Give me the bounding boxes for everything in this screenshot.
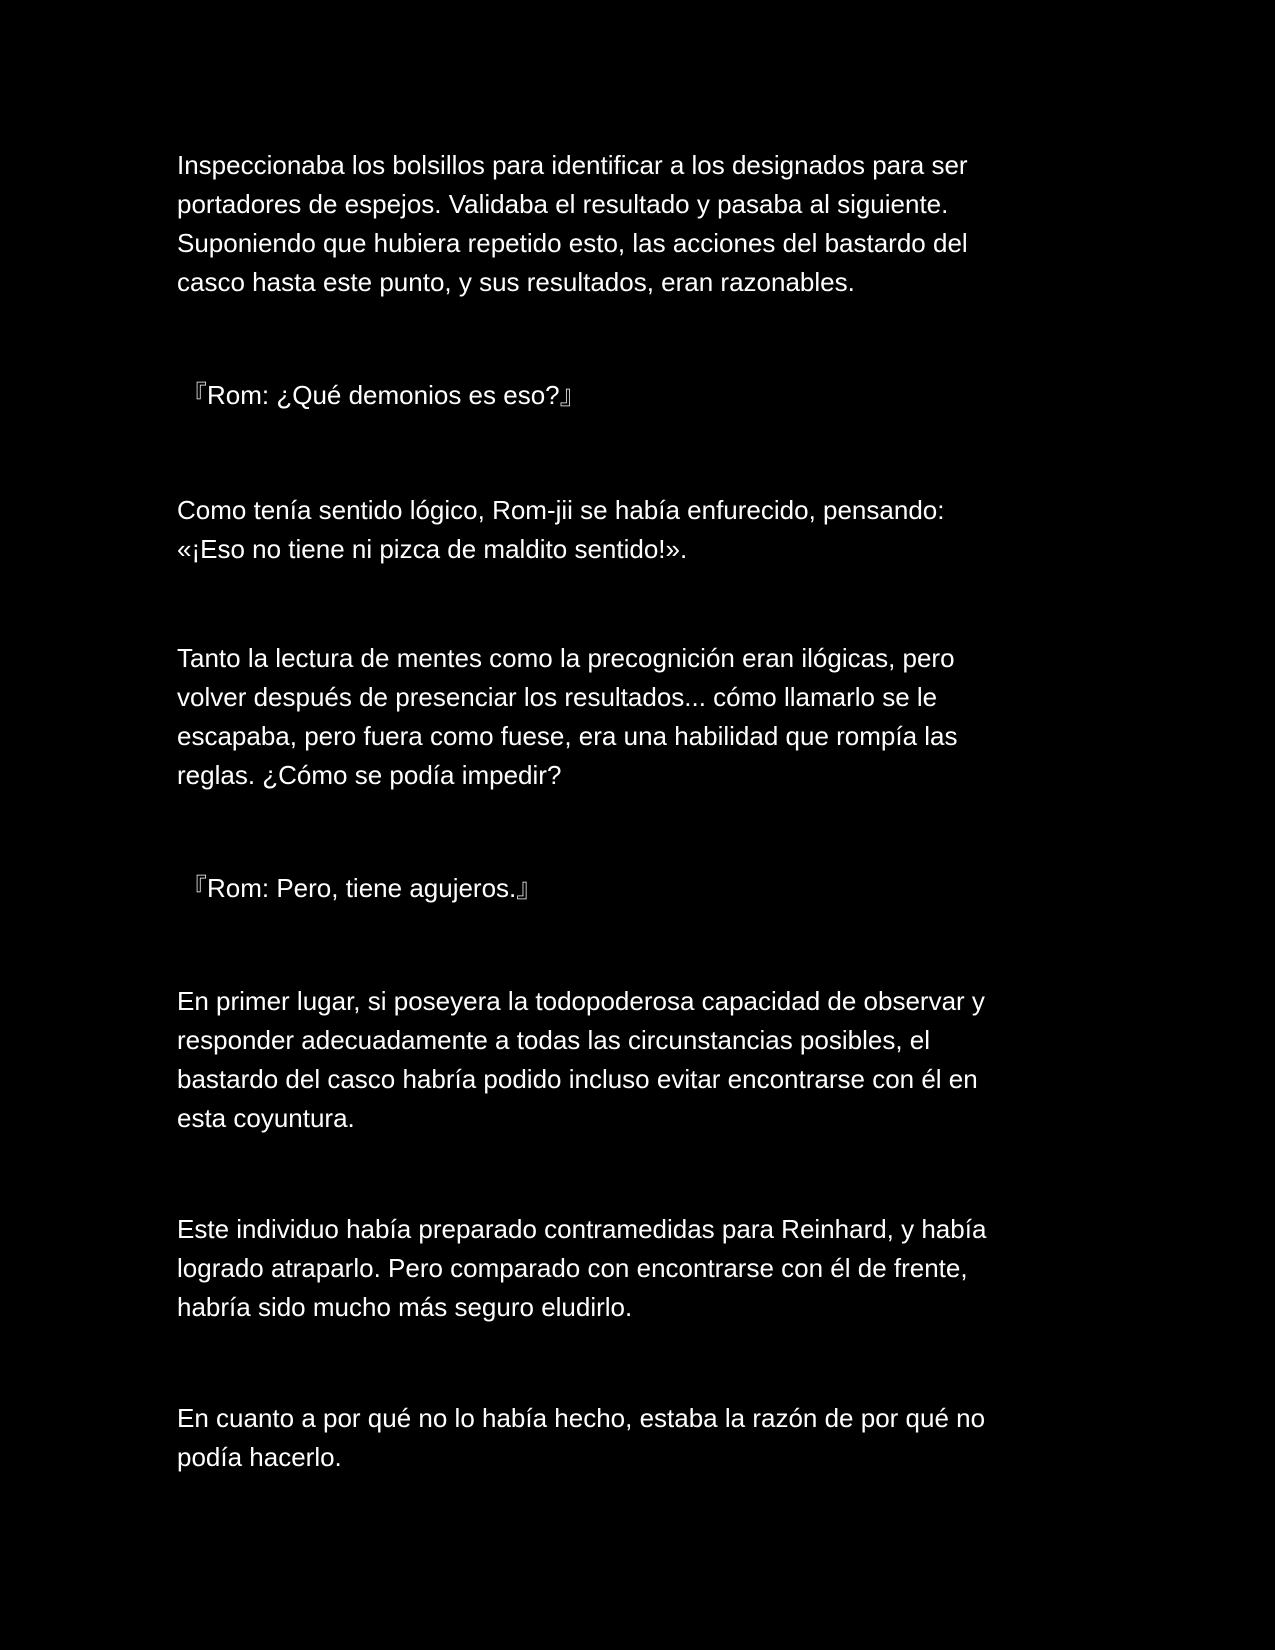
paragraph-line: Como tenía sentido lógico, Rom-jii se había enfurecido, pensando: <box>177 495 945 525</box>
paragraph-4 <box>177 982 1117 1138</box>
paragraph-line: Inspeccionaba los bolsillos para identificar a los designados para ser <box>177 150 968 180</box>
paragraph-line: En cuanto a por qué no lo había hecho, estaba la razón de por qué no <box>177 1403 986 1433</box>
paragraph-line: logrado atraparlo. Pero comparado con encontrarse con él de frente, <box>177 1253 968 1283</box>
paragraph-line: reglas. ¿Cómo se podía impedir? <box>177 760 562 790</box>
paragraph-line: Este individuo había preparado contramedidas para Reinhard, y había <box>177 1214 987 1244</box>
paragraph-line: casco hasta este punto, y sus resultados, eran razonables. <box>177 267 855 297</box>
paragraph-2 <box>177 491 1117 569</box>
paragraph-line: portadores de espejos. Validaba el resultado y pasaba al siguiente. <box>177 189 949 219</box>
paragraph-line: Suponiendo que hubiera repetido esto, las acciones del bastardo del <box>177 228 968 258</box>
paragraph-3 <box>177 639 1117 795</box>
dialogue-line-1: 『Rom: ¿Qué demonios es eso?』 <box>181 380 586 410</box>
paragraph-line: responder adecuadamente a todas las circunstancias posibles, el <box>177 1025 931 1055</box>
paragraph-6 <box>177 1399 1117 1477</box>
paragraph-line: «¡Eso no tiene ni pizca de maldito sentido!». <box>177 534 688 564</box>
dialogue-line-2: 『Rom: Pero, tiene agujeros.』 <box>181 873 543 903</box>
paragraph-line: podía hacerlo. <box>177 1442 342 1472</box>
paragraph-line: En primer lugar, si poseyera la todopoderosa capacidad de observar y <box>177 986 985 1016</box>
paragraph-line: volver después de presenciar los resultados... cómo llamarlo se le <box>177 682 938 712</box>
paragraph-line: escapaba, pero fuera como fuese, era una habilidad que rompía las <box>177 721 958 751</box>
paragraph-5 <box>177 1210 1117 1327</box>
paragraph-line: esta coyuntura. <box>177 1103 355 1133</box>
paragraph-line: bastardo del casco habría podido incluso evitar encontrarse con él en <box>177 1064 978 1094</box>
paragraph-line: Tanto la lectura de mentes como la precognición eran ilógicas, pero <box>177 643 955 673</box>
paragraph-1 <box>177 146 1117 302</box>
paragraph-line: habría sido mucho más seguro eludirlo. <box>177 1292 633 1322</box>
